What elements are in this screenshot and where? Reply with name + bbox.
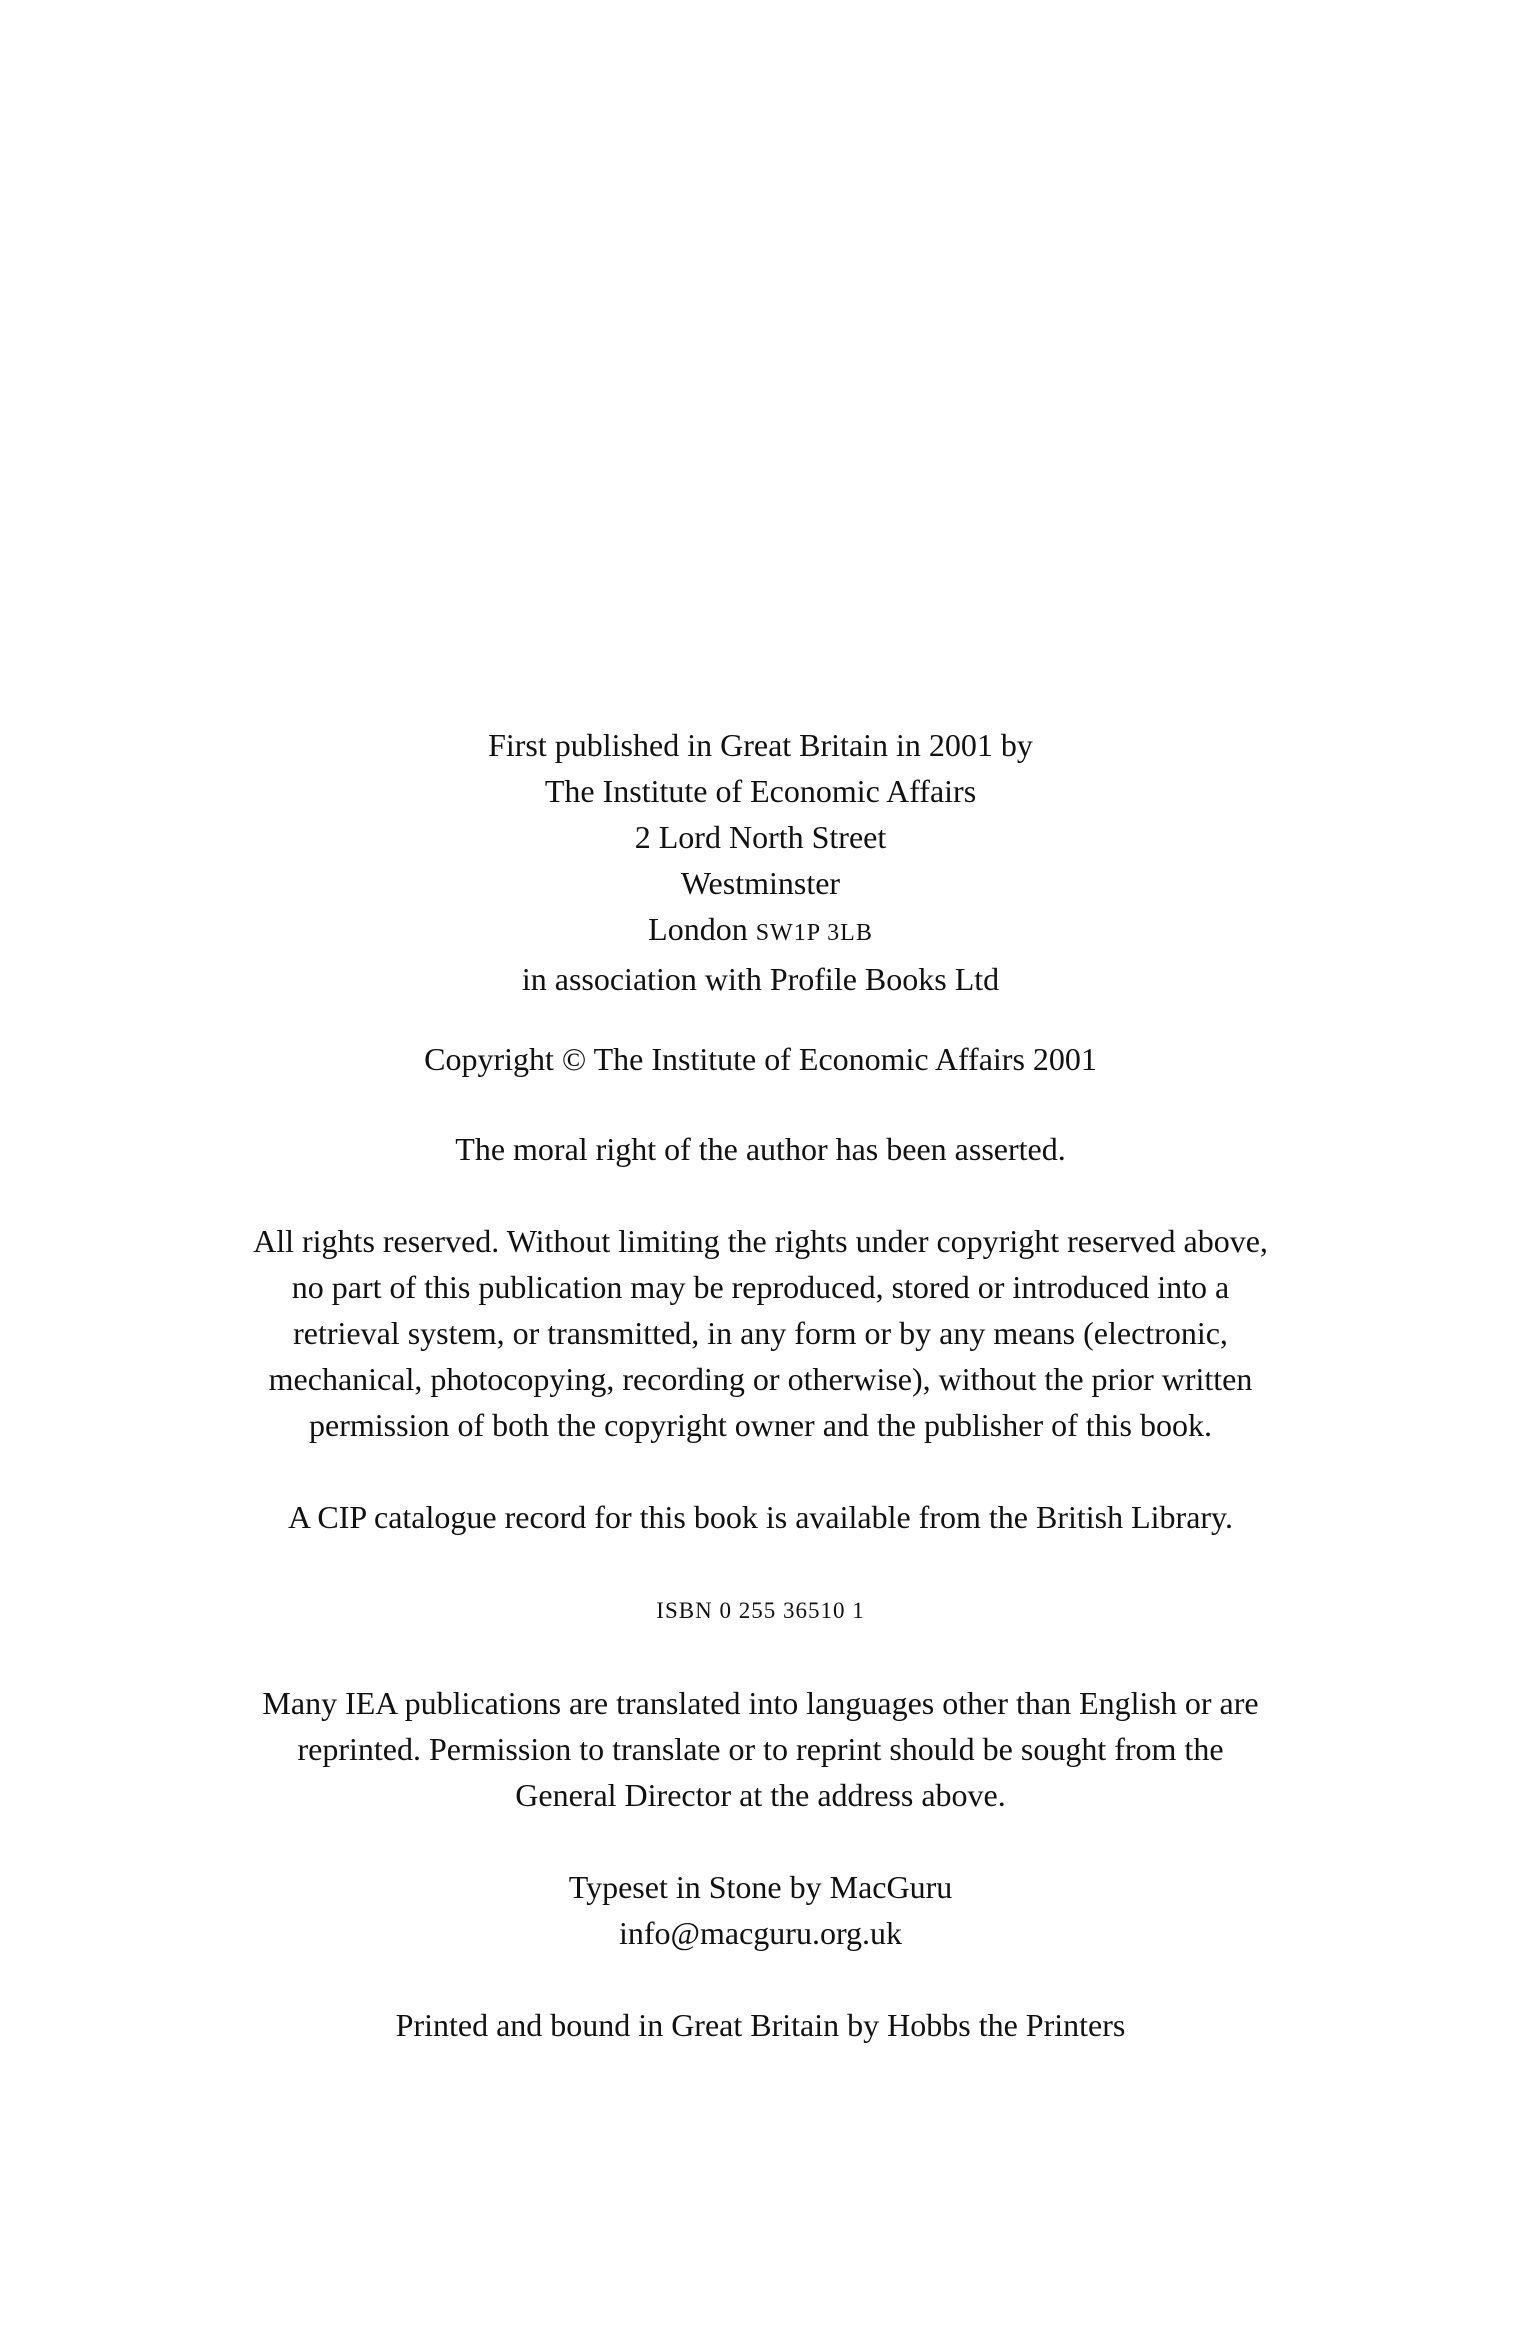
rights-reserved-line: no part of this publication may be reproduced, stored or introduced into a [291,1269,1230,1305]
rights-reserved-line: mechanical, photocopying, recording or otherwise), without the prior written [268,1361,1253,1397]
moral-right-notice [0,1126,1521,1172]
rights-reserved-line: permission of both the copyright owner and the publisher of this book. [309,1407,1212,1443]
printer-line: Printed and bound in Great Britain by Hobbs the Printers [395,2007,1126,2043]
typeset-line: Typeset in Stone by MacGuru [568,1869,953,1905]
typesetter-email: info@macguru.org.uk [618,1915,903,1951]
first-published-line: First published in Great Britain in 2001 by [488,727,1033,763]
copyright-page [0,722,1521,2048]
translation-line: Many IEA publications are translated into languages other than English or are [262,1685,1259,1721]
printer-notice [0,2002,1521,2048]
isbn-block [0,1588,1521,1634]
street-address: 2 Lord North Street [634,819,887,855]
publisher-name: The Institute of Economic Affairs [544,773,977,809]
typeset-block [0,1864,1521,1956]
rights-reserved-line: All rights reserved. Without limiting the rights under copyright reserved above, [253,1223,1268,1259]
publisher-block [0,722,1521,1002]
cip-line: A CIP catalogue record for this book is available from the British Library. [288,1499,1233,1535]
copyright-line: Copyright © The Institute of Economic Affairs 2001 [424,1041,1097,1077]
translation-paragraph [0,1680,1521,1818]
copyright-notice [0,1036,1521,1082]
city-postcode-line [0,906,1521,956]
moral-right-line: The moral right of the author has been asserted. [455,1131,1066,1167]
translation-line: General Director at the address above. [515,1777,1006,1813]
rights-reserved-paragraph [0,1218,1521,1448]
isbn: ISBN 0 255 36510 1 [656,1598,865,1623]
rights-reserved-line: retrieval system, or transmitted, in any form or by any means (electronic, [293,1315,1228,1351]
postcode: SW1P 3LB [755,920,873,946]
district: Westminster [680,865,841,901]
association-line: in association with Profile Books Ltd [521,961,1000,997]
translation-line: reprinted. Permission to translate or to reprint should be sought from the [297,1731,1224,1767]
city: London [648,911,748,947]
cip-notice [0,1494,1521,1540]
